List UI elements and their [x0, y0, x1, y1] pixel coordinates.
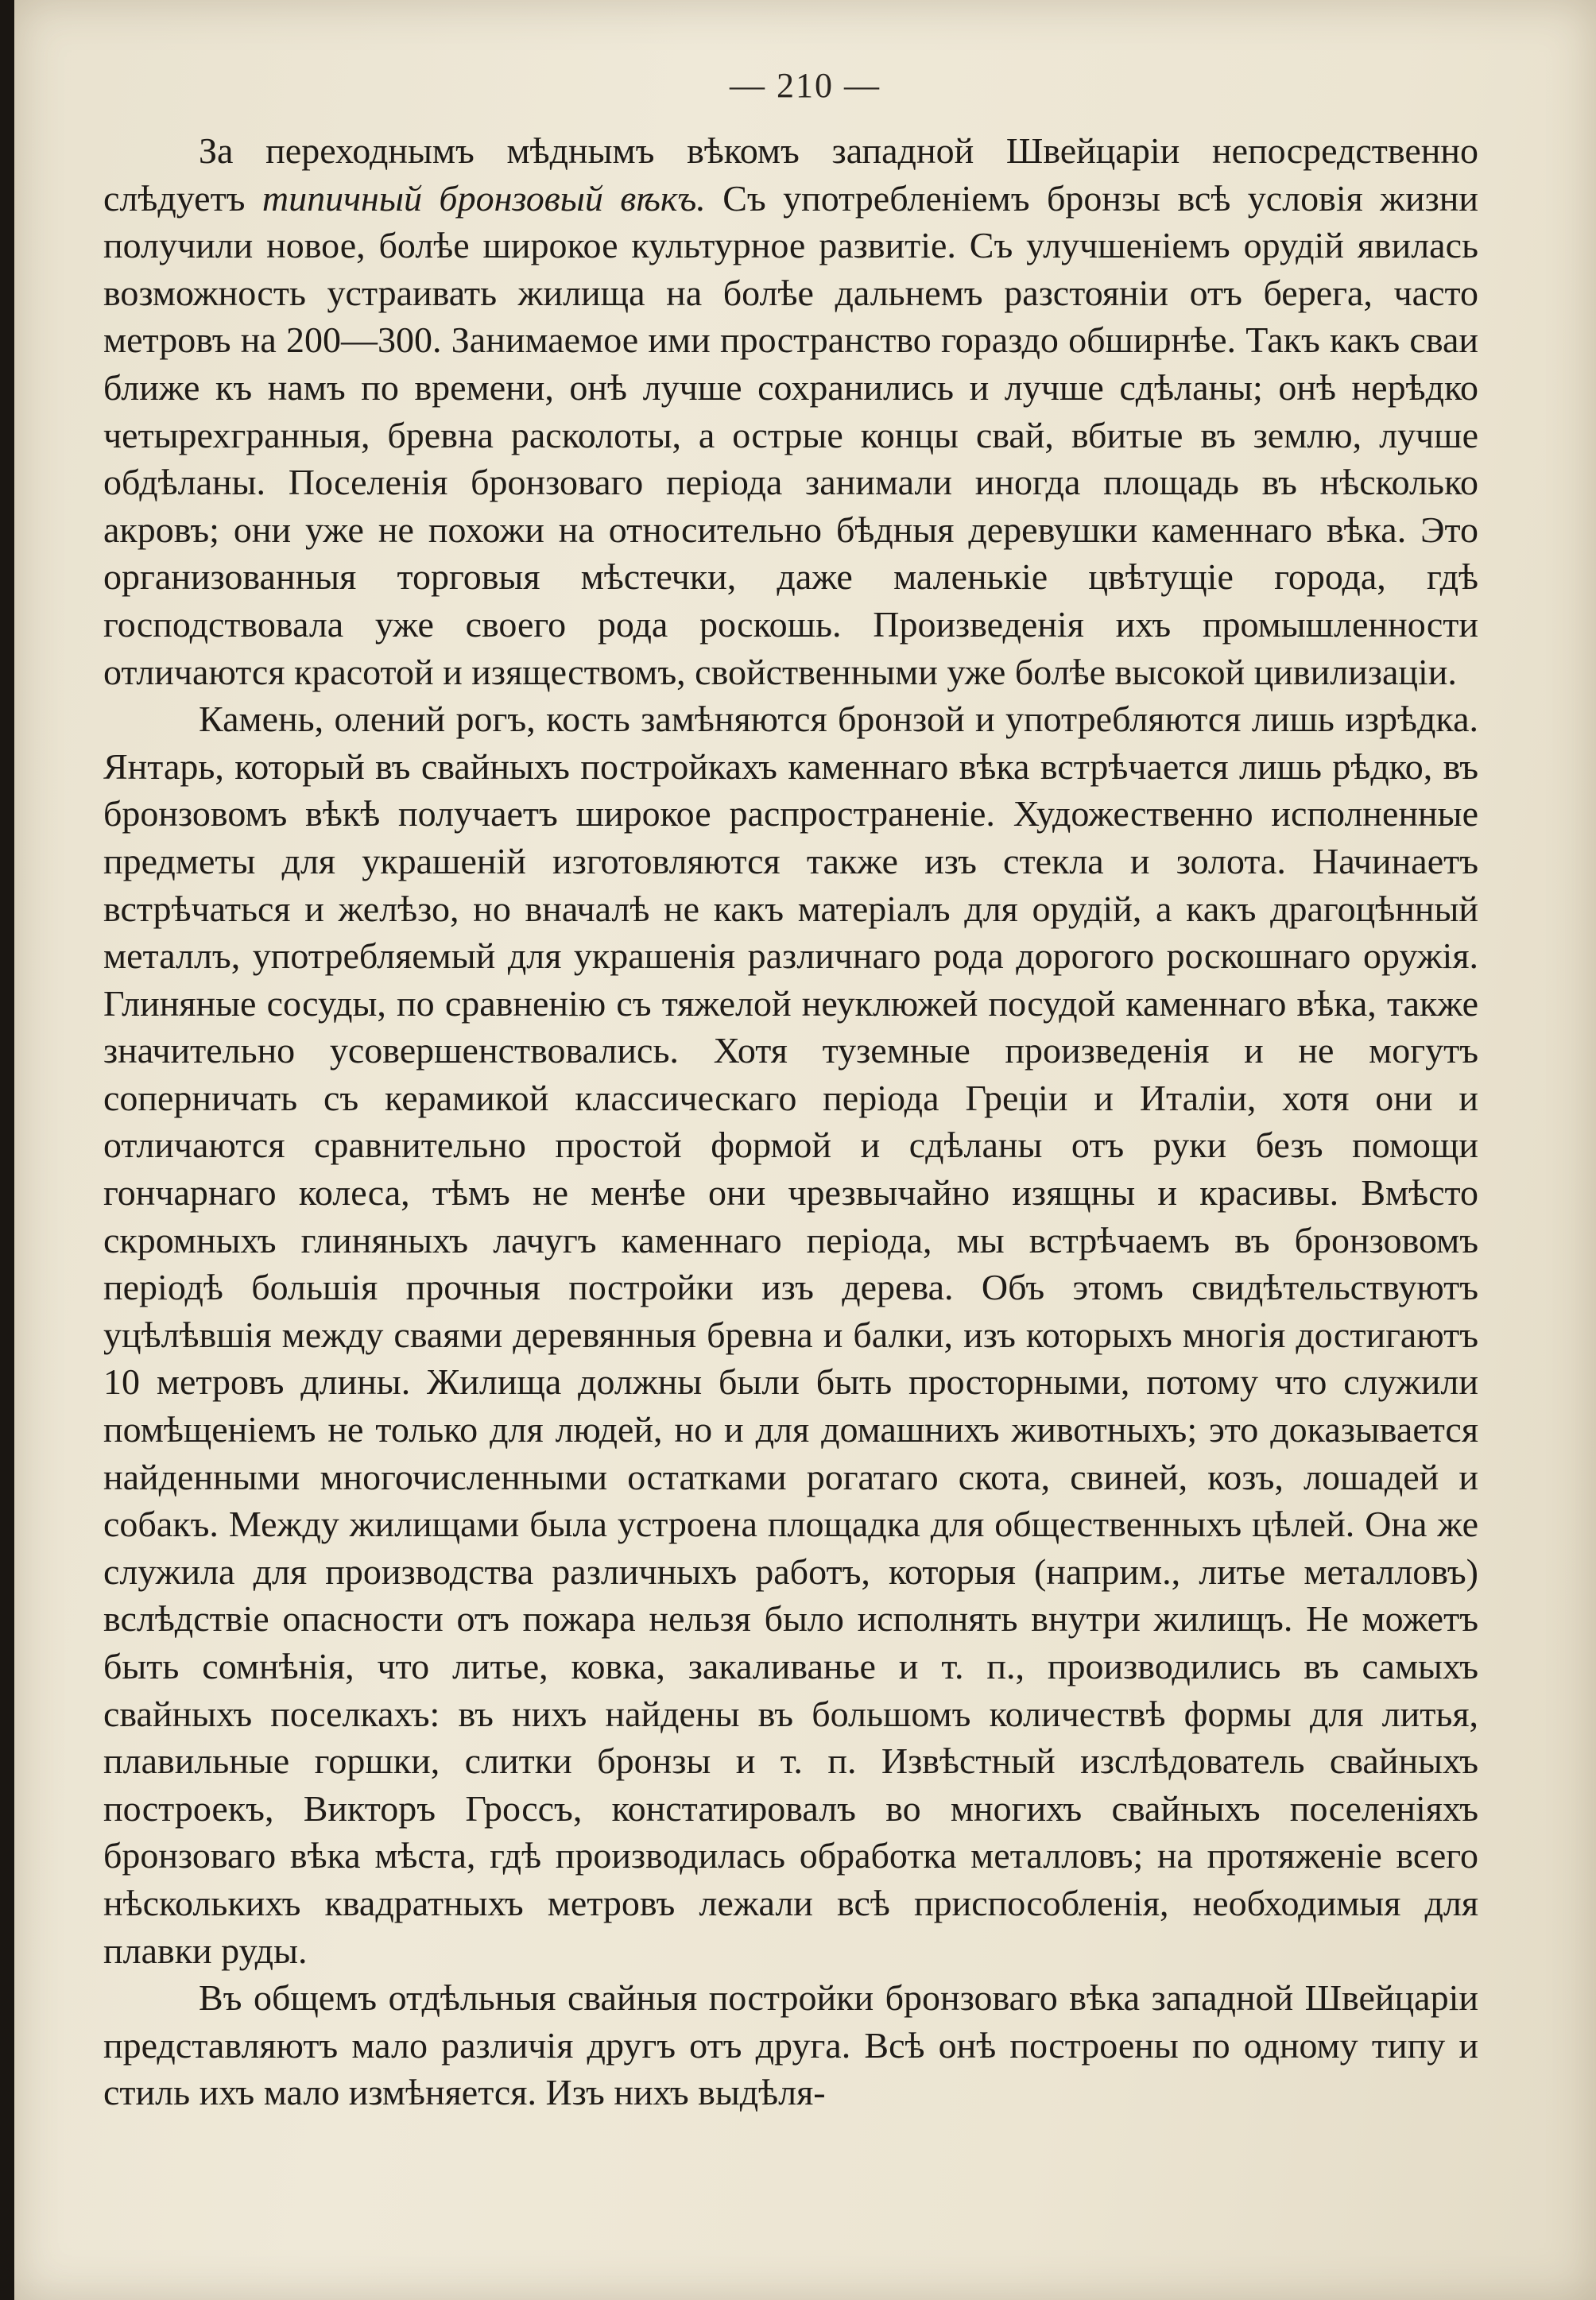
paragraph-1 — [103, 127, 1478, 695]
scanned-page — [14, 0, 1596, 2300]
body-text — [103, 127, 1478, 2116]
paragraph-2: Камень, олений рогъ, кость замѣняются бронзой и употребляются лишь изрѣдка. Янтарь, который въ свайныхъ постройкахъ каменнаго вѣка встрѣчается лишь рѣдко, въ бронзовомъ вѣкѣ получаетъ широкое распространеніе. Художественно исполненные предметы для украшеній изготовляются также изъ стекла и золота. Начинаетъ встрѣчаться и желѣзо, но вначалѣ не какъ матеріалъ для орудій, а какъ драгоцѣнный металлъ, употребляемый для украшенія различнаго рода дорогого роскошнаго оружія. Глиняные сосуды, по сравненію съ тяжелой неуклюжей посудой каменнаго вѣка, также значительно усовершенствовались. Хотя туземные произведенія и не могутъ соперничать съ керамикой классическаго періода Греціи и Италіи, хотя они и отличаются сравнительно простой формой и сдѣланы отъ руки безъ помощи гончарнаго колеса, тѣмъ не менѣе они чрезвычайно изящны и красивы. Вмѣсто скромныхъ глиняныхъ лачугъ каменнаго періода, мы встрѣчаемъ въ бронзовомъ періодѣ большія прочныя постройки изъ дерева. Объ этомъ свидѣтельствуютъ уцѣлѣвшія между сваями деревянныя бревна и балки, изъ которыхъ многія достигаютъ 10 метровъ длины. Жилища должны были быть просторными, потому что служили помѣщеніемъ не только для людей, но и для домашнихъ животныхъ; это доказывается найденными многочисленными остатками рогатаго скота, свиней, козъ, лошадей и собакъ. Между жилищами была устроена площадка для общественныхъ цѣлей. Она же служила для производства различныхъ работъ, которыя (наприм., литье металловъ) вслѣдствіе опасности отъ пожара нельзя было исполнять внутри жилищъ. Не можетъ быть сомнѣнія, что литье, ковка, закаливанье и т. п., производились въ самыхъ свайныхъ поселкахъ: въ нихъ найдены въ большомъ количествѣ формы для литья, плавильные горшки, слитки бронзы и т. п. Извѣстный изслѣдователь свайныхъ построекъ, Викторъ Гроссъ, констатировалъ во многихъ свайныхъ поселеніяхъ бронзоваго вѣка мѣста, гдѣ производилась обработка металловъ; на протяженіе всего нѣсколькихъ квадратныхъ метровъ лежали всѣ приспособленія, необходимыя для плавки руды. — [103, 699, 1478, 1971]
paragraph-3: Въ общемъ отдѣльныя свайныя постройки бронзоваго вѣка западной Швейцаріи представляютъ мало различія другъ отъ друга. Всѣ онѣ построены по одному типу и стиль ихъ мало измѣняется. Изъ нихъ выдѣля- — [103, 1977, 1478, 2113]
paragraph-1-text-end: Съ употребленіемъ бронзы всѣ условія жизни получили новое, болѣе широкое культурное развитіе. Съ улучшеніемъ орудій явилась возможность устраивать жилища на болѣе дальнемъ разстояніи отъ берега, часто метровъ на 200—300. Занимаемое ими пространство гораздо обширнѣе. Такъ какъ сваи ближе къ намъ по времени, онѣ лучше сохранились и лучше сдѣланы; онѣ нерѣдко четырехгранныя, бревна расколоты, а острые концы свай, вбитые въ землю, лучше обдѣланы. Поселенія бронзоваго періода занимали иногда площадь въ нѣсколько акровъ; они уже не похожи на относительно бѣдныя деревушки каменнаго вѣка. Это организованныя торговыя мѣстечки, даже маленькіе цвѣтущіе города, гдѣ господствовала уже своего рода роскошь. Произведенія ихъ промышленности отличаются красотой и изяществомъ, свойственными уже болѣе высокой цивилизаціи. — [103, 177, 1478, 692]
page-number: — 210 — — [730, 66, 881, 105]
paragraph-1-text-start: За переходнымъ мѣднымъ вѣкомъ западной Швейцаріи непосредственно слѣдуетъ — [103, 130, 1478, 219]
paragraph-1-italic-phrase: типичный бронзовый вѣкъ. — [261, 177, 706, 219]
